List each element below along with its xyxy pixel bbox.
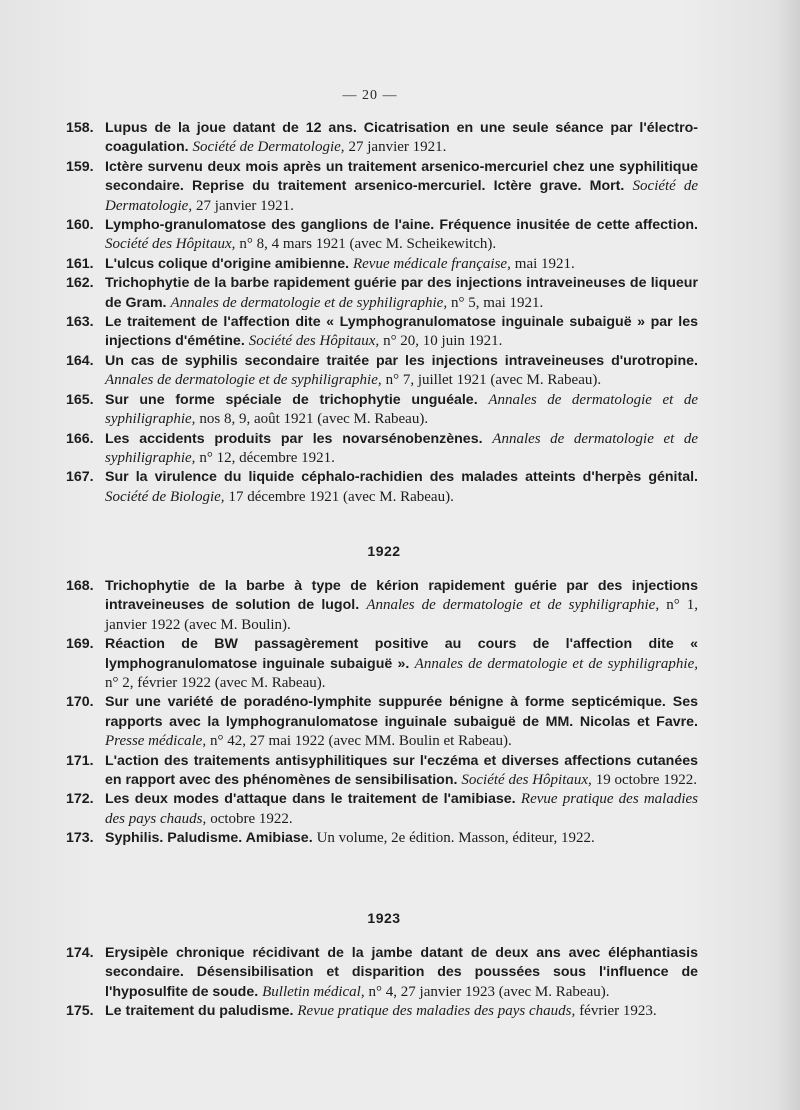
bibliography-entry <box>66 313 698 352</box>
bibliography-entry <box>66 352 698 391</box>
entry-details: 17 décembre 1921 (avec M. Rabeau). <box>228 488 454 505</box>
entry-source: Annales de dermatologie et de syphiligraphie, <box>105 430 698 466</box>
entry-number: 165. <box>66 391 94 408</box>
entry-title: Le traitement de l'affection dite « Lymphogranulomatose inguinale subaiguë » par les injections d'émétine. <box>105 314 698 350</box>
entry-details: n° 4, 27 janvier 1923 (avec M. Rabeau). <box>368 983 610 1000</box>
entry-list <box>66 577 698 849</box>
bibliography-entry <box>66 635 698 693</box>
bibliography-entry <box>66 274 698 313</box>
entry-title: Sur une forme spéciale de trichophytie unguéale. <box>105 391 478 408</box>
entry-number: 170. <box>66 694 94 711</box>
entry-number: 173. <box>66 830 94 847</box>
entry-number: 174. <box>66 945 94 961</box>
entry-source: Revue pratique des maladies des pays chauds, <box>297 1003 576 1020</box>
entry-details: 19 octobre 1922. <box>595 772 697 789</box>
entry-title: Trichophytie de la barbe à type de kérion rapidement guérie par des injections intraveineuses de solution de lugol. <box>105 578 698 614</box>
entry-title: Syphilis. Paludisme. Amibiase. <box>105 830 313 847</box>
entry-number: 172. <box>66 791 94 808</box>
entry-title: Les deux modes d'attaque dans le traitement de l'amibiase. <box>105 791 516 808</box>
entry-number: 158. <box>66 120 94 136</box>
entry-source: Revue médicale française, <box>352 255 511 272</box>
entry-details: février 1923. <box>579 1003 657 1020</box>
entry-number: 160. <box>66 217 94 234</box>
entry-details: nos 8, 9, août 1921 (avec M. Rabeau). <box>199 411 429 428</box>
entry-title: Sur une variété de poradéno-lymphite suppurée bénigne à forme septicémique. Ses rapports avec la lymphogranulomatose inguinale subaiguë de MM. Nicolas et Favre. <box>105 694 698 730</box>
entry-source: Revue pratique des maladies des pays chauds, <box>105 791 698 827</box>
bibliography-entry <box>66 752 698 791</box>
entry-source: Annales de dermatologie et de syphiligraphie, <box>366 597 660 614</box>
entry-title: Les accidents produits par les novarsénobenzènes. <box>105 430 483 447</box>
entry-number: 175. <box>66 1003 94 1020</box>
bibliography-entry <box>66 1002 698 1021</box>
entry-source: Annales de dermatologie et de syphiligraphie, <box>414 655 698 672</box>
entry-source: Société des Hôpitaux, <box>461 772 592 789</box>
entry-details: n° 8, 4 mars 1921 (avec M. Scheikewitch). <box>239 236 497 253</box>
bibliography-entry <box>66 577 698 635</box>
year-heading: 1923 <box>367 910 401 926</box>
entry-source: Société des Hôpitaux, <box>105 236 236 253</box>
bibliography-entry <box>66 216 698 255</box>
bibliography-entry <box>66 468 698 507</box>
entry-details: 27 janvier 1921. <box>196 197 294 214</box>
entry-title: Lympho-granulomatose des ganglions de l'aine. Fréquence inusitée de cette affection. <box>105 217 698 234</box>
entry-number: 162. <box>66 275 94 292</box>
entry-details: n° 1, janvier 1922 (avec M. Boulin). <box>105 597 698 633</box>
entry-details: mai 1921. <box>514 255 575 272</box>
entry-source: Annales de dermatologie et de syphiligraphie, <box>105 391 698 428</box>
entry-number: 164. <box>66 352 94 369</box>
entry-list <box>66 119 698 507</box>
bibliography-entry <box>66 391 698 430</box>
entry-number: 161. <box>66 255 94 272</box>
entry-number: 169. <box>66 636 94 653</box>
entry-source: Société des Hôpitaux, <box>248 333 380 350</box>
entry-title: L'ulcus colique d'origine amibienne. <box>105 255 350 272</box>
entry-number: 168. <box>66 578 94 594</box>
entry-source: Presse médicale, <box>105 733 207 750</box>
entry-number: 171. <box>66 752 94 769</box>
entry-details: n° 2, février 1922 (avec M. Rabeau). <box>105 675 326 692</box>
entry-title: L'action des traitements antisyphilitiques sur l'eczéma et diverses affections cutanées en rapport avec des phénomènes de sensibilisation. <box>105 752 698 789</box>
entry-number: 166. <box>66 430 94 447</box>
entry-list <box>66 944 698 1022</box>
entry-title: Lupus de la joue datant de 12 ans. Cicatrisation en une seule séance par l'électro-coagulation. <box>105 120 698 156</box>
bibliography-entry <box>66 944 698 1002</box>
entry-source: Bulletin médical, <box>262 983 365 1000</box>
entry-details: n° 42, 27 mai 1922 (avec MM. Boulin et Rabeau). <box>210 733 512 750</box>
bibliography-entry <box>66 158 698 216</box>
bibliography-entry <box>66 829 698 848</box>
entry-details: n° 20, 10 juin 1921. <box>383 333 503 350</box>
entry-title: Un cas de syphilis secondaire traitée par les injections intraveineuses d'urotropine. <box>105 352 698 369</box>
entry-number: 167. <box>66 469 94 486</box>
entry-details: n° 5, mai 1921. <box>451 294 544 311</box>
entry-source: Société de Dermatologie, <box>192 139 345 156</box>
entry-number: 159. <box>66 158 94 175</box>
entry-details: Un volume, 2e édition. Masson, éditeur, 1922. <box>316 830 595 847</box>
entry-source: Annales de dermatologie et de syphiligraphie, <box>170 294 448 311</box>
entry-title: Sur la virulence du liquide céphalo-rachidien des malades atteints d'herpès génital. <box>105 469 698 486</box>
bibliography-entry <box>66 119 698 158</box>
entry-title: Ictère survenu deux mois après un traitement arsenico-mercuriel chez une syphilitique secondaire. Reprise du traitement arsenico-mercuriel. Ictère grave. Mort. <box>105 158 698 195</box>
entry-title: Réaction de BW passagèrement positive au cours de l'affection dite « lymphogranulomatose inguinale subaiguë ». <box>105 636 698 672</box>
entry-details: octobre 1922. <box>210 810 293 827</box>
entry-source: Société de Biologie, <box>105 488 225 505</box>
bibliography-entry <box>66 430 698 469</box>
year-heading: 1922 <box>367 543 401 559</box>
page-number: — 20 — <box>342 88 398 103</box>
entry-details: n° 12, décembre 1921. <box>199 449 335 466</box>
entry-title: Erysipèle chronique récidivant de la jambe datant de deux ans avec éléphantiasis secondaire. Désensibilisation et disparition des poussées sous l'influence de l'hyposulfite de soude. <box>105 945 698 1000</box>
bibliography-entry <box>66 790 698 829</box>
entry-title: Le traitement du paludisme. <box>105 1003 294 1020</box>
entry-title: Trichophytie de la barbe rapidement guérie par des injections intraveineuses de liqueur de Gram. <box>105 275 698 311</box>
entry-number: 163. <box>66 314 94 331</box>
bibliography-entry <box>66 255 698 274</box>
entry-source: Société de Dermatologie, <box>105 178 698 214</box>
entry-source: Annales de dermatologie et de syphiligraphie, <box>105 372 382 389</box>
bibliography-entry <box>66 693 698 751</box>
entry-details: 27 janvier 1921. <box>348 139 447 156</box>
entry-details: n° 7, juillet 1921 (avec M. Rabeau). <box>385 372 602 389</box>
